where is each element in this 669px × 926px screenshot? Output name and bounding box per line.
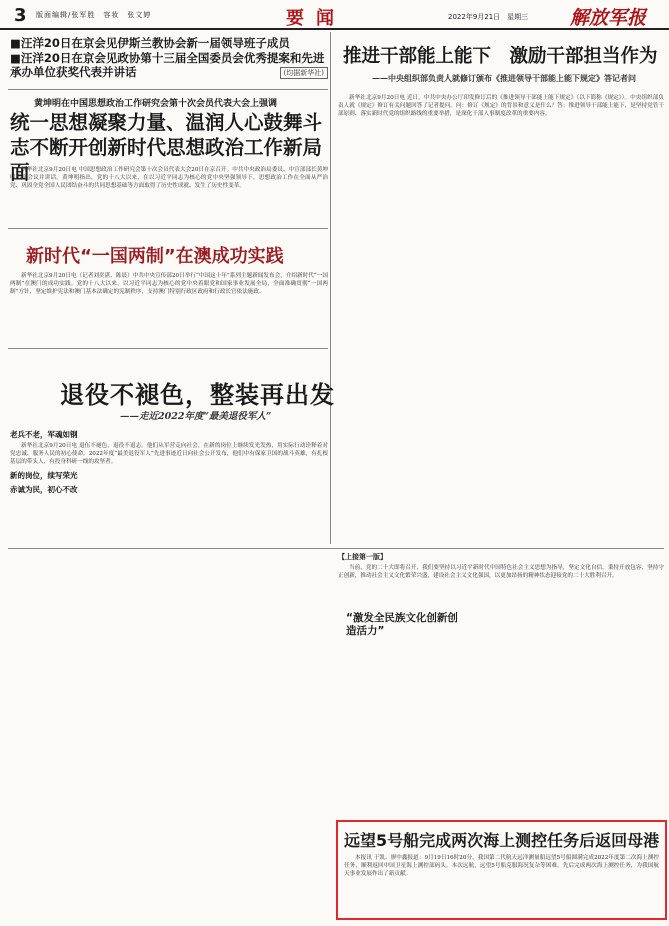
story2-headline[interactable]: 新时代“一国两制”在澳成功实践 bbox=[26, 246, 284, 267]
issue-date: 2022年9月21日 星期三 bbox=[448, 13, 529, 21]
story6-paragraph: 本报讯 于凯、廖中鑫报道：9月19日16时20分，我国第二代航天远洋测量船远望5号船圆满完成2022年度第二次海上测控任务，顺利返回中国卫星海上测控部码头。本次远航，远望5号船克服海况复杂等困难，先后完成两次海上测控任务，为我国航天事业发展作出了新贡献。 bbox=[344, 855, 659, 878]
section-heading: 老兵不老，军魂如钢 bbox=[10, 430, 78, 439]
story2-paragraph: 新华社北京9月20日电（记者刘奕湛、陈晨）中共中央宣传部20日举行“中国这十年”系列主题新闻发布会，介绍新时代“一国两制”在澳门的成功实践。党的十八大以来，以习近平同志为核心的党中央着眼党和国家事业发展全局，全面准确贯彻“一国两制”方针，坚定维护宪法和澳门基本法确定的宪制秩序，支持澳门特别行政区政府和行政长官依法施政。 bbox=[10, 273, 328, 296]
bullet-item-1[interactable] bbox=[10, 36, 328, 50]
section-title: 要闻 bbox=[286, 8, 346, 29]
source-tag: (均据新华社) bbox=[280, 67, 328, 79]
story5-body bbox=[338, 564, 664, 604]
masthead bbox=[0, 0, 669, 30]
newspaper-logo: 解放军报 bbox=[570, 7, 647, 29]
divider bbox=[8, 89, 328, 90]
column-divider bbox=[330, 32, 331, 544]
story4-subhead: ——走近2022年度“最美退役军人” bbox=[120, 411, 272, 422]
story4-paragraph: 新华社北京9月20日电 退伍不褪色，退役不退志。他们从军营走向社会，在新的岗位上继续发光发热，用实际行动诠释着对党忠诚、服务人民的初心使命。2022年度“最美退役军人”先进事迹近日向社会公开发布，他们中有保家卫国的战斗英雄，有扎根基层的带头人，有投身科研一线的攻坚者。 bbox=[10, 443, 328, 466]
highlighted-story-box[interactable] bbox=[336, 820, 667, 920]
story6-headline[interactable]: 远望5号船完成两次海上测控任务后返回母港 bbox=[344, 831, 660, 850]
story6-body bbox=[344, 854, 659, 914]
section-heading: 新的岗位，续写荣光 bbox=[10, 470, 78, 480]
story3-paragraph: 新华社北京9月20日电 近日，中共中央办公厅印发修订后的《推进领导干部能上能下规定》（以下简称《规定》）。中央组织部负责人就《规定》修订有关问题回答了记者提问。问：修订《规定》的背景和意义是什么？答：推进领导干部能上能下，是坚持党管干部原则、落实新时代党的组织路线的重要举措，是深化干部人事制度改革的重要内容。 bbox=[338, 95, 664, 118]
story4-headline[interactable]: 退役不褪色，整装再出发 bbox=[60, 381, 335, 409]
story3-body bbox=[338, 94, 664, 544]
story5-paragraph: 当前，党的二十大即将召开，我们要坚持以习近平新时代中国特色社会主义思想为指导，坚定文化自信，秉持开放包容，坚持守正创新，推动社会主义文化繁荣兴盛，建设社会主义文化强国，以更加昂扬的精神状态迎接党的二十大胜利召开。 bbox=[338, 565, 664, 580]
story1-kicker: 黄坤明在中国思想政治工作研究会第十次会员代表大会上强调 bbox=[34, 99, 278, 109]
story4-body bbox=[10, 426, 328, 544]
story3-headline[interactable]: 推进干部能上能下 激励干部担当作为 bbox=[343, 46, 658, 67]
story1-body bbox=[10, 166, 328, 222]
story5-continuation: 【上接第一版】 bbox=[338, 552, 387, 561]
divider bbox=[8, 548, 664, 549]
page-number: 3 bbox=[14, 5, 27, 26]
bullet-item-2[interactable] bbox=[10, 51, 328, 79]
divider bbox=[8, 348, 328, 349]
section-heading: 赤诚为民，初心不改 bbox=[10, 484, 78, 494]
divider bbox=[8, 228, 328, 229]
story1-paragraph: 新华社北京9月20日电 中国思想政治工作研究会第十次会员代表大会20日在京召开。中共中央政治局委员、中宣部部长黄坤明出席会议并讲话。黄坤明指出，党的十八大以来，在以习近平同志为核心的党中央坚强领导下，思想政治工作在全面从严治党、巩固全党全国人民团结奋斗的共同思想基础等方面取得了历史性成就、发生了历史性变革。 bbox=[10, 167, 328, 190]
story1-headline[interactable]: 统一思想凝聚力量、温润人心鼓舞斗志不断开创新时代思想政治工作新局面 bbox=[10, 111, 323, 184]
story2-body bbox=[10, 272, 328, 344]
story5-callout: “激发全民族文化创新创造活力” bbox=[346, 612, 458, 637]
story3-subhead: ——中央组织部负责人就修订颁布《推进领导干部能上能下规定》答记者问 bbox=[372, 73, 636, 83]
editors-line: 版面编辑/张军胜 容妆 张文婷 bbox=[36, 11, 152, 19]
bullet-text: ■汪洋20日在京会见政协第十三届全国委员会优秀提案和先进承办单位获奖代表并讲话 bbox=[10, 51, 325, 79]
bullet-text: ■汪洋20日在京会见伊斯兰教协会新一届领导班子成员 bbox=[10, 36, 290, 50]
